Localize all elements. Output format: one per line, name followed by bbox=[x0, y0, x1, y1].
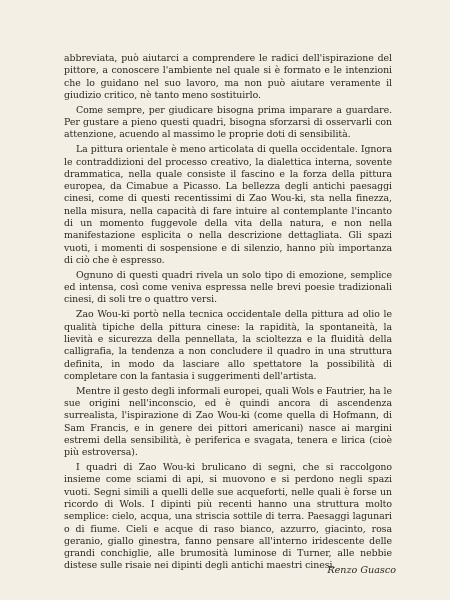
paragraph-7: I quadri di Zao Wou-ki brulicano di segni, che si raccolgono insieme come sciami di api, si muovono e si perdono negli spazi vuoti. Segni simili a quelli delle sue acqueforti, nelle quali è forse un ricordo di Wols. I dipinti più recenti hanno una struttura molto semplice: cielo, acqua, una striscia sottile di terra. Paesaggi lagunari o di fiume. Cieli e acque di raso bianco, azzurro, giacinto, rosa geranio, giallo ginestra, fanno pensare all'interno iridescente delle grandi conchiglie, alle brumosità luminose di Turner, alle nebbie distese sulle risaie nei dipinti degli antichi maestri cinesi. bbox=[64, 462, 392, 572]
paragraph-5: Zao Wou-ki portò nella tecnica occidentale della pittura ad olio le qualità tipiche della pittura cinese: la rapidità, la spontaneità, la lievità e sicurezza della pennellata, la scioltezza e la fluidità della calligrafia, la tendenza a non concludere il quadro in una struttura definita, in modo da lasciare allo spettatore la possibilità di completare con la fantasia i suggerimenti dell'artista. bbox=[64, 309, 392, 382]
paragraph-4: Ognuno di questi quadri rivela un solo tipo di emozione, semplice ed intensa, così come veniva espressa nelle brevi poesie tradizionali cinesi, di soli tre o quattro versi. bbox=[64, 269, 392, 306]
paragraph-3: La pittura orientale è meno articolata di quella occidentale. Ignora le contraddizioni del processo creativo, la dialettica interna, sovente drammatica, nella quale consiste il fascino e la forza della pittura europea, da Cimabue a Picasso. La bellezza degli antichi paesaggi cinesi, come di questi recentissimi di Zao Wou-ki, sta nella finezza, nella misura, nella capacità di fare intuire al contemplante l'incanto di un momento fuggevole della vita della natura, e non nella manifestazione esplicita o nella descrizione dettagliata. Gli spazi vuoti, i momenti di sospensione e di silenzio, hanno più importanza di ciò che è espresso. bbox=[64, 144, 392, 266]
paragraph-2: Come sempre, per giudicare bisogna prima imparare a guardare. Per gustare a pieno questi quadri, bisogna sforzarsi di osservarli con attenzione, acuendo al massimo le proprie doti di sensibilità. bbox=[64, 104, 392, 141]
body-text bbox=[64, 53, 392, 575]
paragraph-1: abbreviata, può aiutarci a comprendere le radici dell'ispirazione del pittore, a conoscere l'ambiente nel quale si è formato e le intenzioni che lo guidano nel suo lavoro, ma non può aiutare veramente il giudizio critico, nè tanto meno sostituirlo. bbox=[64, 53, 392, 101]
paragraph-6: Mentre il gesto degli informali europei, quali Wols e Fautrier, ha le sue origini nell'inconscio, ed è quindi ancora di ascendenza surrealista, l'ispirazione di Zao Wou-ki (come quella di Hofmann, di Sam Francis, e in genere dei pittori americani) nasce ai margini estremi della sensibilità, è periferica e svagata, tenera e lirica (cioè più estroversa). bbox=[64, 385, 392, 459]
author-signature: Renzo Guasco bbox=[327, 565, 396, 576]
